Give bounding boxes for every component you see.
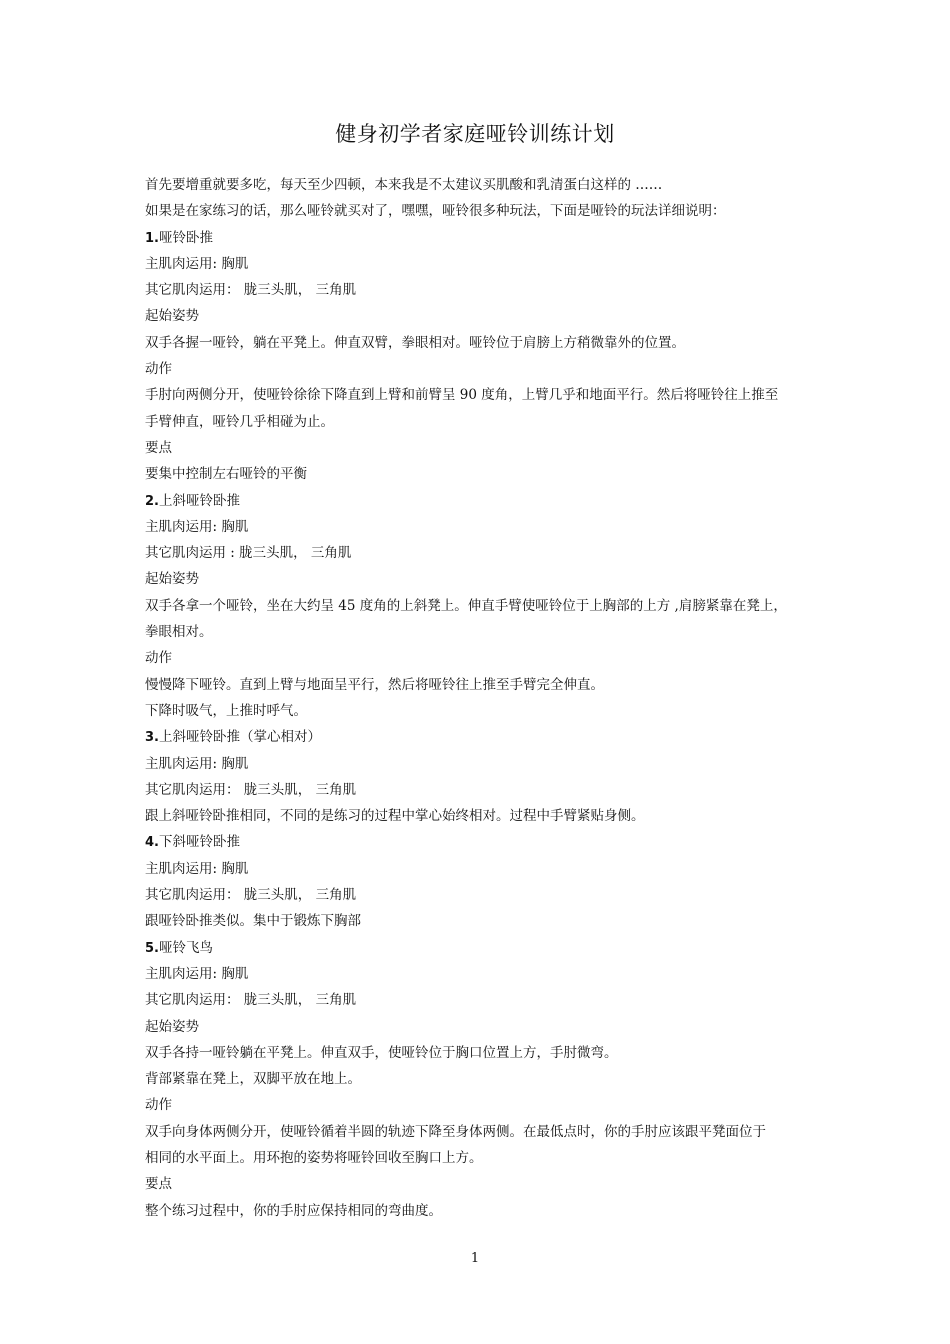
text-line	[145, 1171, 825, 1197]
line-text: 首先要增重就要多吃，每天至少四顿，本来我是不太建议买肌酸和乳清蛋白这样的 ……	[145, 177, 663, 193]
line-text: 手肘向两侧分开，使哑铃徐徐下降直到上臂和前臂呈 90 度角，上臂几乎和地面平行。然后将哑铃往上推至	[145, 387, 779, 404]
text-line	[145, 461, 825, 487]
line-text: 动作	[145, 1097, 172, 1114]
text-line	[145, 619, 825, 645]
text-line	[145, 277, 825, 303]
text-line	[145, 251, 825, 277]
line-text: 相同的水平面上。用环抱的姿势将哑铃回收至胸口上方。	[145, 1149, 483, 1166]
section-heading	[145, 935, 825, 961]
line-text: 手臂伸直，哑铃几乎相碰为止。	[145, 413, 334, 430]
line-text: 下斜哑铃卧推	[158, 834, 240, 851]
section-number: 5.	[145, 940, 159, 956]
text-line	[145, 172, 825, 198]
text-line	[145, 1066, 825, 1092]
line-text: 背部紧靠在凳上，双脚平放在地上。	[145, 1071, 361, 1088]
text-line	[145, 777, 825, 803]
text-line	[145, 566, 825, 592]
text-line	[145, 435, 825, 461]
page-title: 健身初学者家庭哑铃训练计划	[335, 122, 615, 146]
page-number: 1	[470, 1251, 480, 1266]
line-text: 要集中控制左右哑铃的平衡	[145, 466, 307, 483]
section-number: 2.	[145, 493, 159, 509]
section-heading	[145, 724, 825, 750]
text-line	[145, 1198, 825, 1224]
text-line	[145, 803, 825, 829]
line-text: 主肌肉运用: 胸肌	[145, 518, 249, 535]
line-text: 要点	[145, 439, 172, 456]
text-line	[145, 751, 825, 777]
text-line	[145, 961, 825, 987]
text-line	[145, 1040, 825, 1066]
line-text: 其它肌肉运用： 胧三头肌， 三角肌	[145, 781, 357, 798]
line-text: 上斜哑铃卧推	[158, 492, 240, 509]
line-text: 主肌肉运用: 胸肌	[145, 860, 249, 877]
text-line	[145, 198, 825, 224]
text-line	[145, 1092, 825, 1118]
text-line	[145, 645, 825, 671]
section-heading	[145, 488, 825, 514]
line-text: 主肌肉运用: 胸肌	[145, 255, 249, 272]
text-line	[145, 409, 825, 435]
line-text: 双手各拿一个哑铃，坐在大约呈 45 度角的上斜凳上。伸直手臂使哑铃位于上胸部的上方 ,肩膀紧靠在凳上，	[145, 597, 787, 614]
text-line	[145, 1014, 825, 1040]
line-text: 其它肌肉运用： 胧三头肌， 三角肌	[145, 887, 357, 904]
line-text: 其它肌肉运用： 胧三头肌， 三角肌	[145, 282, 357, 299]
line-text: 其它肌肉运用 : 胧三头肌， 三角肌	[145, 545, 352, 562]
line-text: 上斜哑铃卧推（掌心相对）	[158, 729, 321, 746]
line-text: 如果是在家练习的话，那么哑铃就买对了，嘿嘿，哑铃很多种玩法，下面是哑铃的玩法详细说明：	[145, 203, 726, 220]
line-text: 其它肌肉运用： 胧三头肌， 三角肌	[145, 992, 357, 1009]
text-line	[145, 514, 825, 540]
text-line	[145, 593, 825, 619]
line-text: 双手各持一哑铃躺在平凳上。伸直双手，使哑铃位于胸口位置上方，手肘微弯。	[145, 1044, 618, 1061]
line-text: 双手各握一哑铃，躺在平凳上。伸直双臂，拳眼相对。哑铃位于肩膀上方稍微靠外的位置。	[145, 334, 685, 351]
text-line	[145, 672, 825, 698]
text-line	[145, 382, 825, 408]
line-text: 慢慢降下哑铃。直到上臂与地面呈平行，然后将哑铃往上推至手臂完全伸直。	[145, 676, 604, 693]
text-line	[145, 856, 825, 882]
section-number: 3.	[145, 730, 159, 746]
line-text: 起始姿势	[145, 1018, 199, 1035]
line-text: 整个练习过程中，你的手肘应保持相同的弯曲度。	[145, 1202, 442, 1219]
line-text: 动作	[145, 361, 172, 378]
line-text: 双手向身体两侧分开，使哑铃循着半圆的轨迹下降至身体两侧。在最低点时，你的手肘应该跟平凳面位于	[145, 1123, 766, 1140]
section-heading	[145, 829, 825, 855]
text-line	[145, 330, 825, 356]
line-text: 主肌肉运用: 胸肌	[145, 965, 249, 982]
section-number: 1.	[145, 230, 159, 246]
text-line	[145, 356, 825, 382]
line-text: 哑铃卧推	[158, 229, 213, 246]
line-text: 拳眼相对。	[145, 624, 213, 641]
text-line	[145, 987, 825, 1013]
line-text: 跟哑铃卧推类似。集中于锻炼下胸部	[145, 913, 361, 930]
line-text: 哑铃飞鸟	[158, 939, 213, 956]
text-line	[145, 1145, 825, 1171]
section-heading	[145, 225, 825, 251]
document-body	[145, 172, 825, 1224]
section-number: 4.	[145, 835, 159, 851]
line-text: 起始姿势	[145, 571, 199, 588]
text-line	[145, 698, 825, 724]
line-text: 要点	[145, 1176, 172, 1193]
line-text: 主肌肉运用: 胸肌	[145, 755, 249, 772]
line-text: 跟上斜哑铃卧推相同，不同的是练习的过程中掌心始终相对。过程中手臂紧贴身侧。	[145, 808, 645, 825]
text-line	[145, 908, 825, 934]
line-text: 动作	[145, 650, 172, 667]
text-line	[145, 1119, 825, 1145]
text-line	[145, 882, 825, 908]
text-line	[145, 303, 825, 329]
line-text: 起始姿势	[145, 308, 199, 325]
text-line	[145, 540, 825, 566]
line-text: 下降时吸气，上推时呼气。	[145, 702, 307, 719]
